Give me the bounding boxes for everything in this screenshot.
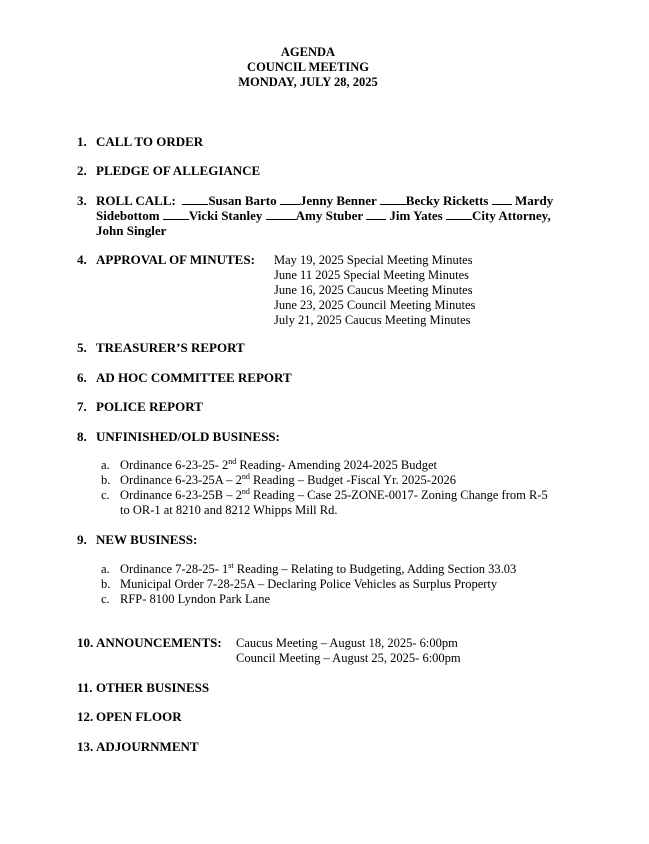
item-title: APPROVAL OF MINUTES: xyxy=(96,252,255,267)
item-title: TREASURER’S REPORT xyxy=(96,340,245,355)
item-number: 4. xyxy=(77,252,87,267)
header-subtitle: COUNCIL MEETING xyxy=(247,60,369,74)
header-date: MONDAY, JULY 28, 2025 xyxy=(238,75,378,89)
roll-blank xyxy=(182,193,208,205)
item-number: 10. xyxy=(77,635,94,650)
item-number: 13. xyxy=(77,739,94,754)
item-title: ROLL CALL: xyxy=(96,193,176,208)
item-number: 9. xyxy=(77,532,87,547)
item-number: 2. xyxy=(77,163,87,178)
item-number: 3. xyxy=(77,193,87,208)
item-title: OTHER BUSINESS xyxy=(96,680,210,695)
sub-item-letter: a. xyxy=(101,458,110,472)
sub-item-text: Ordinance 6-23-25A – 2nd Reading – Budget -Fiscal Yr. 2025-2026 xyxy=(120,472,456,487)
sub-item-letter: b. xyxy=(101,473,111,487)
item-number: 12. xyxy=(77,709,94,724)
item-title: ANNOUNCEMENTS: xyxy=(96,635,222,650)
roll-member: Mardy Sidebottom xyxy=(96,193,554,223)
announcement-entry: Caucus Meeting – August 18, 2025- 6:00pm xyxy=(236,636,458,650)
announcement-entry: Council Meeting – August 25, 2025- 6:00pm xyxy=(236,651,461,665)
sub-item-text: Ordinance 6-23-25- 2nd Reading- Amending 2024-2025 Budget xyxy=(120,457,437,472)
roll-blank xyxy=(266,208,296,220)
roll-member: Becky Ricketts xyxy=(405,193,489,208)
item-number: 7. xyxy=(77,399,87,414)
agenda-header xyxy=(0,45,616,90)
roll-member: Amy Stuber xyxy=(295,208,363,223)
sub-item-text: RFP- 8100 Lyndon Park Lane xyxy=(120,592,270,606)
item-title: NEW BUSINESS: xyxy=(96,532,198,547)
item-title: AD HOC COMMITTEE REPORT xyxy=(96,370,292,385)
roll-member: Susan Barto xyxy=(208,193,277,208)
item-number: 11. xyxy=(77,680,93,695)
roll-member: Jenny Benner xyxy=(299,193,377,208)
sub-item-letter: a. xyxy=(101,562,110,576)
minutes-entry: July 21, 2025 Caucus Meeting Minutes xyxy=(274,313,471,327)
item-title: UNFINISHED/OLD BUSINESS: xyxy=(96,429,280,444)
roll-blank xyxy=(366,208,386,220)
minutes-entry: June 11 2025 Special Meeting Minutes xyxy=(274,268,469,282)
sub-item-text: Municipal Order 7-28-25A – Declaring Police Vehicles as Surplus Property xyxy=(120,577,498,591)
roll-member: Vicki Stanley xyxy=(188,208,263,223)
roll-call-list xyxy=(96,193,571,238)
item-title: PLEDGE OF ALLEGIANCE xyxy=(96,163,261,178)
item-title: ADJOURNMENT xyxy=(96,739,199,754)
roll-member: Jim Yates xyxy=(389,208,443,223)
item-number: 8. xyxy=(77,429,87,444)
item-number: 6. xyxy=(77,370,87,385)
minutes-entry: June 23, 2025 Council Meeting Minutes xyxy=(274,298,476,312)
item-title: OPEN FLOOR xyxy=(96,709,182,724)
item-number: 1. xyxy=(77,134,87,149)
header-title: AGENDA xyxy=(280,45,336,59)
item-title: POLICE REPORT xyxy=(96,399,203,414)
sub-item-letter: c. xyxy=(101,488,110,502)
item-number: 5. xyxy=(77,340,87,355)
sub-item-text: Ordinance 7-28-25- 1st Reading – Relating to Budgeting, Adding Section 33.03 xyxy=(120,561,517,576)
item-title: CALL TO ORDER xyxy=(96,134,204,149)
sub-item-letter: b. xyxy=(101,577,111,591)
minutes-entry: May 19, 2025 Special Meeting Minutes xyxy=(274,253,473,267)
sub-item-letter: c. xyxy=(101,592,110,606)
roll-blank xyxy=(280,193,300,205)
roll-blank xyxy=(380,193,406,205)
sub-item-text: to OR-1 at 8210 and 8212 Whipps Mill Rd. xyxy=(120,503,338,517)
minutes-entry: June 16, 2025 Caucus Meeting Minutes xyxy=(274,283,473,297)
roll-blank xyxy=(492,193,512,205)
minutes-list xyxy=(274,253,475,328)
roll-blank xyxy=(446,208,472,220)
roll-member: City Attorney, John Singler xyxy=(96,208,551,238)
roll-blank xyxy=(163,208,189,220)
sub-item-text: Ordinance 6-23-25B – 2nd Reading – Case 25-ZONE-0017- Zoning Change from R-5 xyxy=(120,487,548,502)
announcements-list xyxy=(236,636,461,666)
